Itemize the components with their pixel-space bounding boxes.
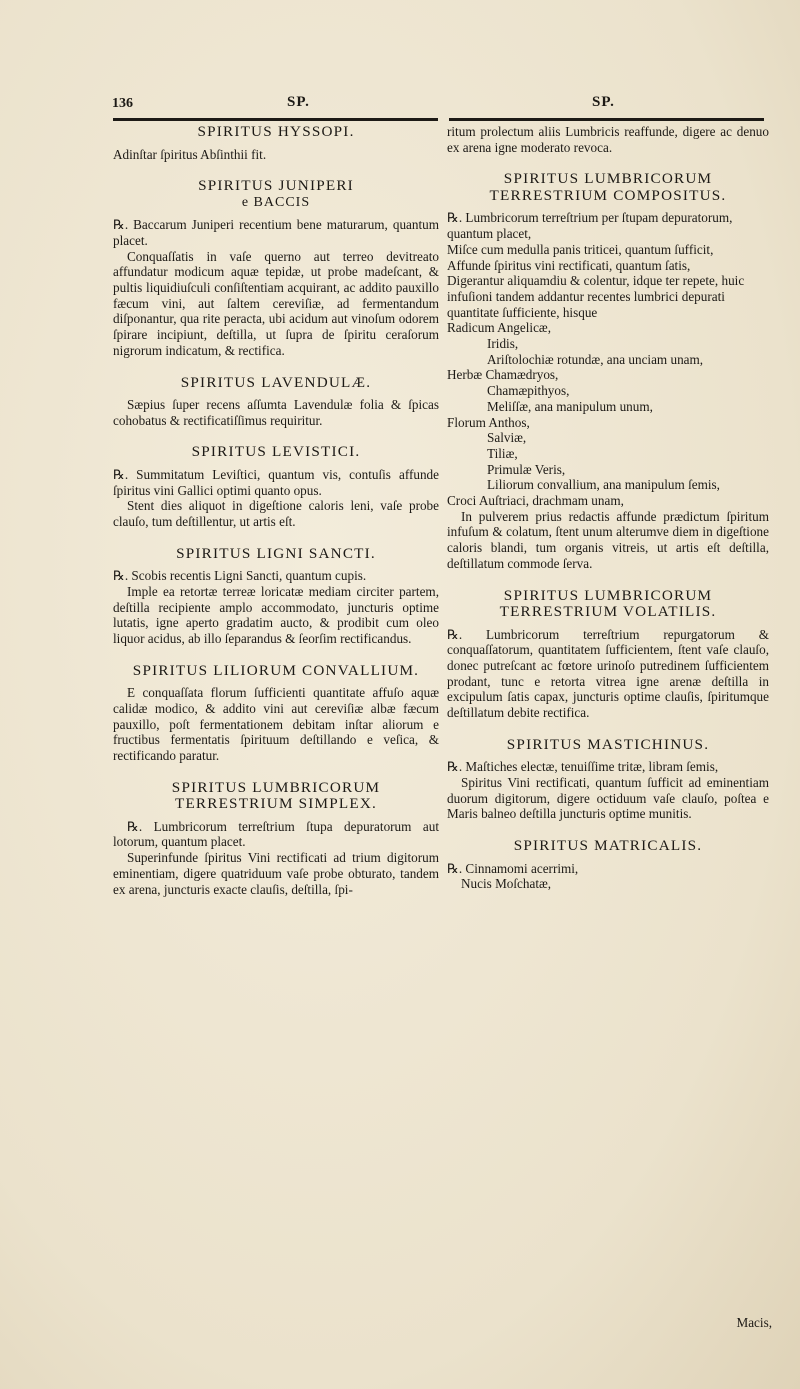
section-heading: SPIRITUS HYSSOPI. (197, 123, 355, 140)
recipe-line: Florum Anthos, (447, 414, 530, 430)
paragraph: E conquaſſata florum ſufficienti quantitate affuſo aquæ calidæ modico, & addito vini aut cereviſiæ albæ fæcum pauxillo, poſt fermentationem debitam inſtar aliorum e fructibus fermentatis ſpirituum deſtillando e veſica, & rectificando paratur. (113, 685, 439, 764)
page-number: 136 (112, 96, 133, 111)
recipe-line: Meliſſæ, ana manipulum unum, (487, 398, 653, 414)
section-heading: SPIRITUS MATRICALIS. (513, 837, 703, 855)
recipe-line: Iridis, (487, 336, 519, 352)
recipe-line: Croci Auſtriaci, drachmam unam, (447, 493, 624, 509)
section-heading: SPIRITUS LAVENDULÆ. (180, 373, 372, 391)
recipe-line: ℞. Maſtiches electæ, tenuiſſime tritæ, libram ſemis, (447, 759, 719, 775)
running-head (0, 94, 800, 118)
paragraph: Conquaſſatis in vaſe querno aut terreo devitreato affundatur modicum aquæ tepidæ, ut probe madeſcant, & pultis liquidiuſculi conſiſtentiam acquirant, ac addito pauxillo fæcum vini, aut ſaltem cereviſiæ, ad fermentandum diſponantur, qua rite peracta, ubi acidum aut vinoſum odorem ſpirare incipiunt, deſtilla, ut ſupra de ſpiritu ceraſorum nigrorum indicatum, & rectifica. (113, 248, 439, 358)
heading-text: SPIRITUS JUNIPERI (198, 177, 354, 195)
section-heading: SPIRITUS MASTICHINUS. (506, 735, 710, 753)
section-heading: SPIRITUS LUMBRICORUM TERRESTRIUM VOLATILIS. (499, 586, 717, 621)
recipe-line: Miſce cum medulla panis triticei, quantum ſufficit, (447, 241, 714, 257)
continued-paragraph: ritum prolectum aliis Lumbricis reaffunde, digere ac denuo ex arena igne moderato revoca. (447, 124, 769, 155)
paragraph: In pulverem prius redactis affunde prædictum ſpiritum infuſum & colatum, ſtent unum alterumve diem in digeſtione caloris blandi, tum organis vitreis, ut artis eſt deſtilla, deſtillatum commode ſerva. (447, 508, 769, 571)
recipe-line: ℞. Lumbricorum terreſtrium per ſtupam depuratorum, quantum placet, (447, 210, 733, 242)
left-column (113, 124, 439, 897)
recipe-list (447, 861, 769, 892)
paragraph: Imple ea retortæ terreæ loricatæ mediam circiter partem, deſtilla recipiente amplo accommodato, juncturis optime lutatis, igne aperto gradatim aucto, & prodibit cum oleo liquor acidus, ab illo ſeparandus & ſeorſim rectificandus. (113, 583, 439, 647)
section-heading: SPIRITUS LILIORUM CONVALLIUM. (132, 661, 420, 679)
recipe-line: ℞. Scobis recentis Ligni Sancti, quantum cupis. (113, 568, 367, 584)
paragraph: Adinſtar ſpiritus Abſinthii fit. (113, 146, 267, 162)
recipe-line: ℞. Baccarum Juniperi recentium bene maturarum, quantum placet. (113, 217, 439, 248)
recipe-line: ℞. Summitatum Leviſtici, quantum vis, contuſis affunde ſpiritus vini Gallici optimi quanto opus. (113, 466, 439, 498)
recipe-line: Herbæ Chamædryos, (447, 367, 559, 383)
paragraph: Stent dies aliquot in digeſtione caloris leni, vaſe probe clauſo, tum deſtillentur, ut artis eſt. (113, 498, 439, 530)
paragraph: Superinfunde ſpiritus Vini rectificati ad trium digitorum eminentiam, digere quatriduum vaſe probe obturato, tandem ex arena, juncturis exacte clauſis, deſtilla, ſpi- (113, 850, 439, 897)
section-heading: SPIRITUS LUMBRICORUM TERRESTRIUM COMPOSITUS. (489, 170, 727, 204)
running-head-right: SP. (592, 94, 615, 110)
subheading-text: e BACCIS (241, 194, 311, 210)
running-head-left: SP. (287, 94, 310, 110)
section-heading: SPIRITUS LEVISTICI. (191, 443, 361, 461)
recipe-line: Chamæpithyos, (487, 383, 570, 399)
recipe-line: Nucis Moſchatæ, (461, 876, 552, 892)
recipe-line: Ariſtolochiæ rotundæ, ana unciam unam, (487, 351, 704, 367)
header-rule-left (113, 118, 438, 121)
recipe-line: ℞. Lumbricorum terreſtrium ſtupa depuratorum aut lotorum, quantum placet. (113, 818, 439, 850)
recipe-line: Primulæ Veris, (487, 461, 566, 477)
recipe-line: Digerantur aliquamdiu & colentur, idque ter repete, huic infuſioni tandem addantur recentes lumbrici depurati quantitate ſufficiente, hisque (447, 273, 745, 320)
catchword: Macis, (736, 1315, 772, 1330)
section-heading: SPIRITUS LUMBRICORUM TERRESTRIUM SIMPLEX. (171, 778, 381, 813)
recipe-list (447, 210, 769, 508)
recipe-line: ℞. Cinnamomi acerrimi, (447, 860, 579, 876)
recipe-line: Radicum Angelicæ, (447, 320, 552, 336)
recipe-line: Salviæ, (487, 430, 527, 446)
paragraph: Sæpius ſuper recens aſſumta Lavendulæ folia & ſpicas cohobatus & rectificatiſſimus requiritur. (113, 397, 439, 428)
recipe-line: Tiliæ, (487, 445, 518, 461)
recipe-line: Affunde ſpiritus vini rectificati, quantum ſatis, (447, 257, 691, 273)
paragraph: Spiritus Vini rectificati, quantum ſufficit ad eminentiam duorum digitorum, digere octiduum vaſe clauſo, poſtea e Maris balneo deſtilla juncturis optime munitis. (447, 775, 769, 822)
section-heading: SPIRITUS LIGNI SANCTI. (176, 544, 376, 562)
section-heading (113, 178, 439, 211)
header-rule-right (449, 118, 764, 121)
paragraph: ℞. Lumbricorum terreſtrium repurgatorum & conquaſſatorum, quantitatem ſufficientem, ſtent vaſe clauſo, donec putreſcant ac fœtore urinoſo putredinem ſufficientem prodant, tunc e retorta vitrea igne arenæ deſtilla in excipulum ſatis capax, juncturis optime clauſis, ſpiritumque deſtillatum debite rectifica. (447, 626, 769, 721)
recipe-line: Liliorum convallium, ana manipulum ſemis, (487, 477, 720, 493)
right-column (447, 124, 769, 892)
